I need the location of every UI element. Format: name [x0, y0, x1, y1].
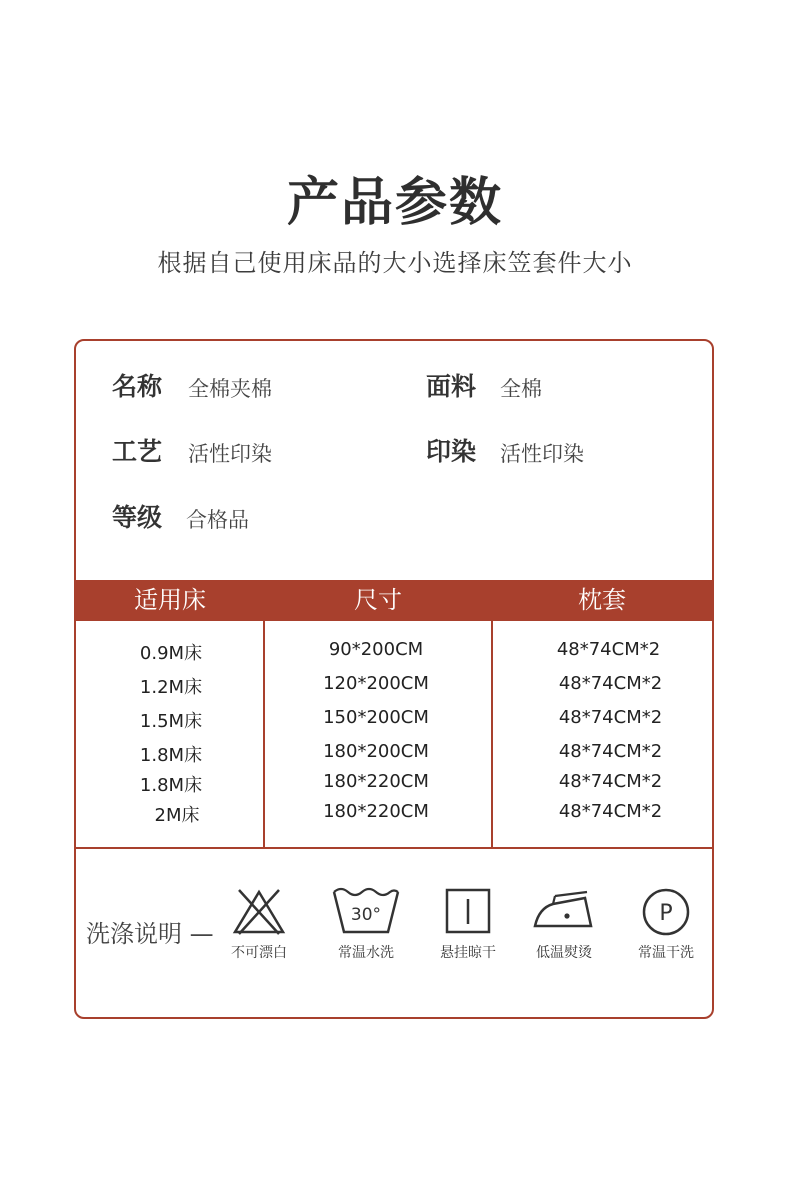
spec-name-value: 全棉夹棉 — [188, 377, 272, 401]
spec-fabric-key: 面料 — [426, 372, 477, 401]
table-cell: 120*200CM — [323, 673, 429, 694]
spec-print-key: 印染 — [426, 437, 477, 466]
spec-craft-key: 工艺 — [112, 437, 163, 466]
care-item-hang-dry — [418, 886, 518, 962]
table-cell: 1.2M床 — [139, 677, 203, 698]
table-cell: 48*74CM*2 — [558, 741, 663, 762]
product-params-card — [74, 339, 714, 1019]
hang-dry-icon — [442, 886, 494, 938]
table-cell: 180*220CM — [323, 771, 429, 792]
care-instructions-label: 洗涤说明 — — [86, 920, 214, 948]
page-title: 产品参数 — [286, 173, 503, 233]
section-divider — [76, 847, 712, 849]
table-cell: 1.5M床 — [139, 711, 203, 732]
table-cell: 150*200CM — [323, 707, 429, 728]
table-cell: 90*200CM — [328, 639, 424, 660]
spec-grade-key: 等级 — [112, 503, 163, 532]
spec-name-key: 名称 — [112, 372, 163, 401]
spec-print-value: 活性印染 — [500, 442, 584, 466]
dry-clean-letter: P — [659, 901, 673, 926]
table-cell: 48*74CM*2 — [558, 801, 663, 822]
table-cell: 1.8M床 — [139, 745, 203, 766]
table-cell: 180*220CM — [323, 801, 429, 822]
wash-30-icon — [330, 886, 402, 938]
spec-craft-value: 活性印染 — [188, 442, 272, 466]
table-cell: 48*74CM*2 — [558, 673, 663, 694]
header-bed: 适用床 — [134, 586, 206, 614]
table-cell: 1.8M床 — [139, 775, 203, 796]
care-text-low-iron: 低温熨烫 — [536, 945, 592, 961]
spec-grade-value: 合格品 — [186, 508, 249, 532]
low-iron-icon — [531, 886, 597, 938]
column-divider — [491, 621, 493, 847]
column-divider — [263, 621, 265, 847]
page-subtitle: 根据自己使用床品的大小选择床笠套件大小 — [157, 249, 633, 277]
table-cell: 2M床 — [154, 805, 200, 826]
header-size: 尺寸 — [354, 586, 402, 614]
care-text-dry-clean: 常温干洗 — [638, 945, 694, 961]
no-bleach-icon — [231, 886, 287, 938]
size-table-body — [76, 621, 712, 847]
table-cell: 48*74CM*2 — [558, 707, 663, 728]
table-cell: 48*74CM*2 — [558, 771, 663, 792]
care-item-no-bleach — [209, 886, 309, 962]
care-item-low-iron — [514, 886, 614, 962]
care-item-dry-clean — [616, 886, 714, 962]
care-text-no-bleach: 不可漂白 — [231, 945, 287, 961]
care-item-wash-30 — [316, 886, 416, 962]
table-cell: 48*74CM*2 — [556, 639, 661, 660]
table-cell: 0.9M床 — [139, 643, 203, 664]
spec-fabric-value: 全棉 — [500, 377, 542, 401]
care-text-hang-dry: 悬挂晾干 — [440, 945, 496, 961]
table-cell: 180*200CM — [323, 741, 429, 762]
size-table-header — [76, 580, 712, 621]
dry-clean-p-icon — [639, 886, 693, 938]
wash-temperature-text: 30° — [350, 905, 382, 925]
header-pillowcase: 枕套 — [578, 586, 626, 614]
care-text-wash: 常温水洗 — [338, 945, 394, 961]
